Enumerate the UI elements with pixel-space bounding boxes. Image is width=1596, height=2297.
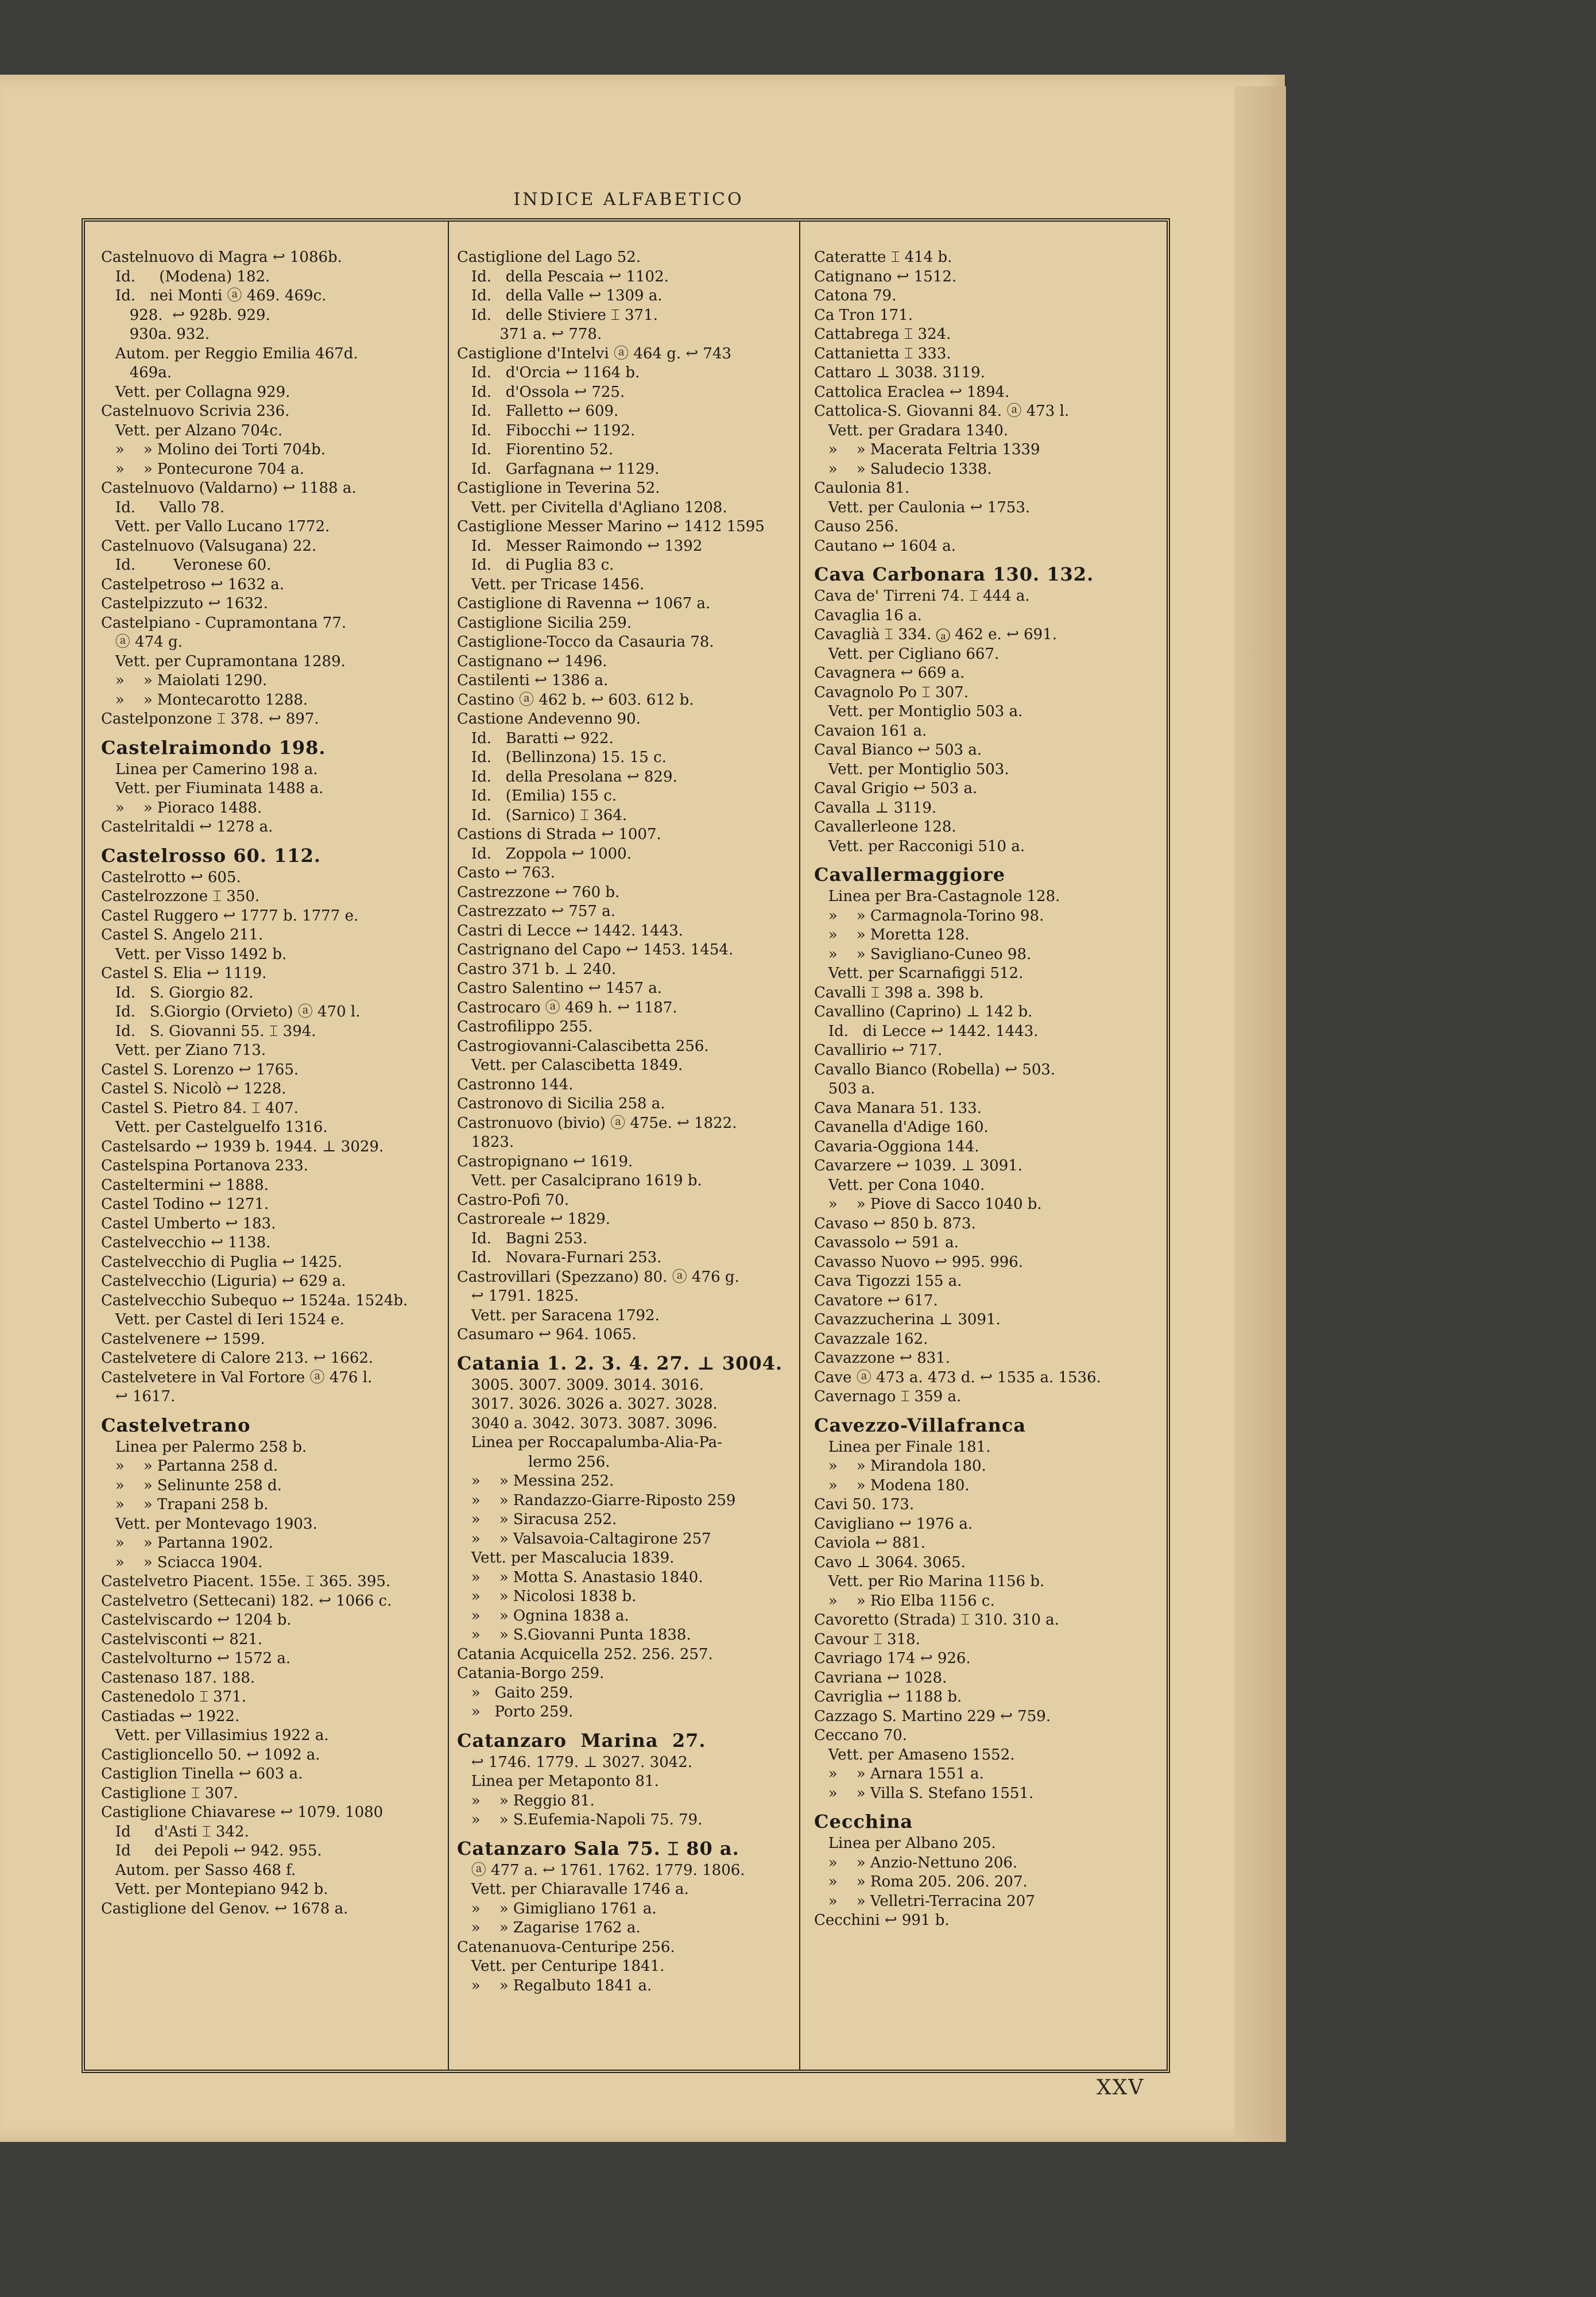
index-entry: Castelnuovo (Valsugana) 22. (101, 537, 317, 555)
index-entry: » » Gimigliano 1761 a. (457, 1900, 657, 1917)
index-entry: Id. (Modena) 182. (101, 268, 270, 285)
index-entry: Castelnuovo (Valdarno) ↩ 1188 a. (101, 479, 357, 497)
index-entry: Castelnuovo di Magra ↩ 1086b. (101, 249, 342, 266)
index-entry: Castiglione Sicilia 259. (457, 614, 632, 632)
index-entry: Vett. per Fiuminata 1488 a. (101, 780, 324, 797)
index-entry: » » Rio Elba 1156 c. (814, 1592, 995, 1610)
index-entry: 1823. (457, 1134, 514, 1151)
index-entry: Castelpiano - Cupramontana 77. (101, 614, 347, 632)
index-entry: Castelvecchio (Liguria) ↩ 629 a. (101, 1273, 346, 1290)
index-entry: Vett. per Centuripe 1841. (457, 1958, 665, 1975)
column-divider (799, 221, 800, 2070)
index-entry: Castronovo di Sicilia 258 a. (457, 1095, 665, 1112)
index-entry: Castiglion Tinella ↩ 603 a. (101, 1765, 303, 1782)
index-entry: ⓐ 477 a. ↩ 1761. 1762. 1779. 1806. (457, 1861, 745, 1879)
index-entry: Vett. per Caulonia ↩ 1753. (814, 498, 1031, 516)
index-entry: Castel S. Elia ↩ 1119. (101, 965, 267, 982)
index-entry: Cavazzone ↩ 831. (814, 1349, 950, 1367)
index-entry: Id. d'Orcia ↩ 1164 b. (457, 364, 640, 381)
index-entry: Castiglione ⌶ 307. (101, 1784, 238, 1802)
index-entry: Castelvisconti ↩ 821. (101, 1630, 263, 1648)
index-entry: Castiglione del Lago 52. (457, 249, 641, 266)
index-entry: » » Selinunte 258 d. (101, 1476, 282, 1494)
index-entry: Vett. per Calascibetta 1849. (457, 1057, 683, 1074)
index-entry: Id dei Pepoli ↩ 942. 955. (101, 1842, 322, 1859)
index-entry: Cavallo Bianco (Robella) ↩ 503. (814, 1061, 1056, 1078)
index-entry: Vett. per Mascalucia 1839. (457, 1549, 675, 1567)
index-entry: Catania Acquicella 252. 256. 257. (457, 1645, 713, 1663)
index-entry: Castrofilippo 255. (457, 1018, 593, 1035)
index-entry: Vett. per Gradara 1340. (814, 421, 1009, 439)
index-entry: Id. S. Giorgio 82. (101, 984, 254, 1001)
index-heading: Catanzaro Sala 75. ⌶ 80 a. (457, 1837, 739, 1859)
index-heading: Castelvetrano (101, 1414, 251, 1436)
index-entry: Cavalla ⊥ 3119. (814, 799, 937, 817)
index-entry: Casumaro ↩ 964. 1065. (457, 1326, 637, 1343)
index-entry: Vett. per Ziano 713. (101, 1042, 266, 1059)
index-entry: » » Maiolati 1290. (101, 672, 268, 689)
index-entry: Castiglione di Ravenna ↩ 1067 a. (457, 595, 711, 612)
index-entry: Id. della Presolana ↩ 829. (457, 768, 677, 786)
index-entry: » » Partanna 258 d. (101, 1457, 278, 1475)
index-heading: Cava Carbonara 130. 132. (814, 563, 1094, 585)
index-entry: ↩ 1791. 1825. (457, 1287, 579, 1305)
index-entry: » » Roma 205. 206. 207. (814, 1873, 1028, 1890)
index-entry: » » Montecarotto 1288. (101, 691, 308, 709)
index-entry: Cavassolo ↩ 591 a. (814, 1234, 959, 1251)
index-entry: Castelviscardo ↩ 1204 b. (101, 1611, 292, 1629)
index-entry: » » Villa S. Stefano 1551. (814, 1784, 1034, 1802)
index-entry: Cavaso ↩ 850 b. 873. (814, 1215, 976, 1232)
index-entry: Cavoretto (Strada) ⌶ 310. 310 a. (814, 1611, 1059, 1629)
index-entry: Castroreale ↩ 1829. (457, 1211, 611, 1228)
index-entry: Vett. per Casalciprano 1619 b. (457, 1172, 702, 1189)
index-entry: Cavaglia 16 a. (814, 606, 922, 624)
index-heading: Catanzaro Marina 27. (457, 1729, 706, 1751)
index-entry: Cave ⓐ 473 a. 473 d. ↩ 1535 a. 1536. (814, 1368, 1101, 1386)
index-entry: Castelrozzone ⌶ 350. (101, 888, 260, 905)
index-entry: » » Velletri-Terracina 207 (814, 1892, 1035, 1910)
index-entry: Cecchini ↩ 991 b. (814, 1912, 950, 1929)
index-entry: Castro Salentino ↩ 1457 a. (457, 980, 662, 997)
index-entry: Castelvolturno ↩ 1572 a. (101, 1650, 291, 1667)
index-entry: » » Mirandola 180. (814, 1457, 986, 1475)
index-entry: Vett. per Racconigi 510 a. (814, 837, 1025, 855)
index-heading: Cavezzo-Villafranca (814, 1414, 1026, 1436)
index-entry: Linea per Palermo 258 b. (101, 1438, 307, 1456)
index-entry: Caval Grigio ↩ 503 a. (814, 780, 978, 797)
index-entry: Cavaria-Oggiona 144. (814, 1138, 979, 1155)
index-entry: Castrovillari (Spezzano) 80. ⓐ 476 g. (457, 1268, 739, 1286)
index-entry: Cavagnera ↩ 669 a. (814, 664, 965, 682)
index-entry: » » Nicolosi 1838 b. (457, 1588, 637, 1605)
page-header: INDICE ALFABETICO (513, 190, 744, 210)
index-entry: 928. ↩ 928b. 929. (101, 306, 270, 324)
index-entry: Cavazzale 162. (814, 1330, 928, 1348)
index-entry: Castiglione del Genov. ↩ 1678 a. (101, 1900, 348, 1917)
index-entry: Cava Manara 51. 133. (814, 1099, 982, 1117)
index-entry: Id. Fibocchi ↩ 1192. (457, 421, 636, 439)
index-entry: Castel S. Pietro 84. ⌶ 407. (101, 1099, 299, 1117)
index-entry: Castelsardo ↩ 1939 b. 1944. ⊥ 3029. (101, 1138, 384, 1155)
index-entry: Id. delle Stiviere ⌶ 371. (457, 306, 658, 324)
index-entry: Cazzago S. Martino 229 ↩ 759. (814, 1707, 1051, 1725)
index-entry: » » Ognina 1838 a. (457, 1607, 629, 1625)
index-entry: Catona 79. (814, 287, 897, 304)
index-entry: Castelpetroso ↩ 1632 a. (101, 575, 284, 593)
index-entry: Castelnuovo Scrivia 236. (101, 403, 290, 420)
index-entry: Castions di Strada ↩ 1007. (457, 826, 661, 843)
index-entry: Id. Zoppola ↩ 1000. (457, 845, 632, 863)
index-entry: Id. Vallo 78. (101, 498, 225, 516)
index-entry: » » Siracusa 252. (457, 1511, 617, 1528)
index-entry: Cavallino (Caprino) ⊥ 142 b. (814, 1003, 1033, 1020)
index-entry: Cavriana ↩ 1028. (814, 1669, 947, 1687)
index-entry: » » Trapani 258 b. (101, 1496, 269, 1513)
index-entry: Vett. per Montepiano 942 b. (101, 1881, 328, 1898)
index-entry: Castiglione-Tocco da Casauria 78. (457, 633, 714, 651)
index-entry: Castel S. Lorenzo ↩ 1765. (101, 1061, 299, 1078)
index-entry: » » Moretta 128. (814, 926, 970, 943)
index-entry: Ceccano 70. (814, 1727, 907, 1744)
index-entry: Cavazzucherina ⊥ 3091. (814, 1311, 1001, 1328)
index-entry: Vett. per Cupramontana 1289. (101, 652, 346, 670)
index-entry: 930a. 932. (101, 326, 210, 343)
index-heading: Castelrosso 60. 112. (101, 844, 321, 867)
index-entry: » Gaito 259. (457, 1684, 574, 1702)
index-entry: 3040 a. 3042. 3073. 3087. 3096. (457, 1414, 718, 1432)
index-entry: Cavatore ↩ 617. (814, 1291, 938, 1309)
index-heading: Catania 1. 2. 3. 4. 27. ⊥ 3004. (457, 1352, 783, 1374)
index-entry: Cavour ⌶ 318. (814, 1630, 920, 1648)
index-entry: » » Partanna 1902. (101, 1534, 273, 1552)
index-column-3 (814, 248, 1159, 1931)
index-entry: Causo 256. (814, 518, 899, 535)
index-entry: Catania-Borgo 259. (457, 1665, 605, 1682)
index-entry: Castrocaro ⓐ 469 h. ↩ 1187. (457, 999, 677, 1016)
index-entry: Casteltermini ↩ 1888. (101, 1176, 269, 1194)
index-entry: Castelvenere ↩ 1599. (101, 1330, 265, 1348)
index-entry: ↩ 1746. 1779. ⊥ 3027. 3042. (457, 1753, 693, 1771)
index-entry: Castiglione Chiavarese ↩ 1079. 1080 (101, 1804, 383, 1821)
index-entry: Cavalli ⌶ 398 a. 398 b. (814, 984, 984, 1001)
index-entry: Castro-Pofi 70. (457, 1191, 570, 1209)
index-entry: Vett. per Tricase 1456. (457, 575, 645, 593)
index-entry: Vett. per Cona 1040. (814, 1176, 985, 1194)
index-entry: Linea per Albano 205. (814, 1835, 996, 1852)
index-entry: Castiglione in Teverina 52. (457, 479, 660, 497)
index-entry: Castropignano ↩ 1619. (457, 1153, 633, 1170)
index-entry: Cavallirio ↩ 717. (814, 1042, 943, 1059)
index-entry: Vett. per Villasimius 1922 a. (101, 1727, 329, 1744)
index-entry: Castilenti ↩ 1386 a. (457, 672, 609, 689)
index-entry: Vett. per Scarnafiggi 512. (814, 965, 1024, 982)
index-entry: Castiglione Messer Marino ↩ 1412 1595 (457, 518, 765, 535)
index-entry: Cavo ⊥ 3064. 3065. (814, 1553, 966, 1571)
index-entry: » » S.Eufemia-Napoli 75. 79. (457, 1811, 703, 1828)
index-entry: lermo 256. (457, 1453, 610, 1471)
index-entry: Vett. per Collagna 929. (101, 383, 290, 401)
index-entry: Id d'Asti ⌶ 342. (101, 1823, 249, 1840)
index-entry: Castrignano del Capo ↩ 1453. 1454. (457, 941, 734, 958)
index-entry: Id. nei Monti ⓐ 469. 469c. (101, 287, 327, 304)
index-entry: Id. (Bellinzona) 15. 15 c. (457, 749, 667, 766)
index-entry: Id. (Emilia) 155 c. (457, 787, 617, 805)
index-entry: » » Zagarise 1762 a. (457, 1919, 641, 1936)
index-entry: Cavallerleone 128. (814, 818, 956, 836)
index-entry: » » Macerata Feltria 1339 (814, 441, 1040, 458)
index-entry: Castelvetere di Calore 213. ↩ 1662. (101, 1349, 374, 1367)
index-entry: Id. Baratti ↩ 922. (457, 729, 614, 747)
index-entry: Cattanietta ⌶ 333. (814, 345, 951, 362)
index-entry: » » Motta S. Anastasio 1840. (457, 1568, 703, 1586)
index-entry: Vett. per Montevago 1903. (101, 1515, 317, 1533)
index-entry: Castelvecchio ↩ 1138. (101, 1234, 271, 1251)
index-entry: » » Valsavoia-Caltagirone 257 (457, 1530, 711, 1548)
index-entry: » » Messina 252. (457, 1472, 614, 1490)
index-column-2 (457, 248, 793, 1996)
index-entry: ↩ 1617. (101, 1388, 176, 1405)
index-entry: 371 a. ↩ 778. (457, 326, 602, 343)
page-number: XXV (1097, 2076, 1145, 2099)
column-divider (448, 221, 449, 2070)
index-entry: Catignano ↩ 1512. (814, 268, 957, 285)
index-entry: » » S.Giovanni Punta 1838. (457, 1626, 691, 1644)
index-entry: Id. della Valle ↩ 1309 a. (457, 287, 663, 304)
index-entry: Vett. per Montiglio 503 a. (814, 703, 1023, 720)
index-entry: Castronuovo (bivio) ⓐ 475e. ↩ 1822. (457, 1114, 737, 1132)
index-entry: » » Arnara 1551 a. (814, 1765, 984, 1782)
index-entry: Id. della Pescaia ↩ 1102. (457, 268, 669, 285)
index-entry: Castronno 144. (457, 1076, 574, 1093)
index-entry: 3017. 3026. 3026 a. 3027. 3028. (457, 1395, 718, 1413)
index-entry: Castiglioncello 50. ↩ 1092 a. (101, 1746, 320, 1764)
index-entry: Castelvetere in Val Fortore ⓐ 476 l. (101, 1368, 373, 1386)
index-heading: Cecchina (814, 1811, 913, 1832)
index-entry: 469a. (101, 364, 172, 381)
index-entry: Cavagnolo Po ⌶ 307. (814, 683, 969, 701)
index-entry: Castenaso 187. 188. (101, 1669, 255, 1687)
index-entry: Cavasso Nuovo ↩ 995. 996. (814, 1253, 1024, 1271)
index-heading: Cavallermaggiore (814, 864, 1006, 885)
index-entry: Vett. per Chiaravalle 1746 a. (457, 1881, 689, 1898)
index-entry: Castelvetro (Settecani) 182. ↩ 1066 c. (101, 1592, 392, 1610)
index-entry: Linea per Roccapalumba-Alia-Pa- (457, 1434, 722, 1451)
index-entry: Castelrotto ↩ 605. (101, 868, 241, 886)
index-entry: Castelritaldi ↩ 1278 a. (101, 818, 273, 836)
index-entry: Vett. per Saracena 1792. (457, 1306, 660, 1324)
index-entry: Catenanuova-Centuripe 256. (457, 1938, 675, 1956)
index-entry: Cava de' Tirreni 74. ⌶ 444 a. (814, 587, 1030, 605)
page-edge (1234, 86, 1286, 2142)
index-entry: Id. Novara-Furnari 253. (457, 1249, 662, 1266)
index-entry: Id. Messer Raimondo ↩ 1392 (457, 537, 703, 555)
index-entry: 3005. 3007. 3009. 3014. 3016. (457, 1376, 704, 1394)
index-entry: Autom. per Reggio Emilia 467d. (101, 345, 358, 362)
index-entry: Linea per Camerino 198 a. (101, 760, 318, 778)
index-entry: Castro 371 b. ⊥ 240. (457, 960, 617, 978)
index-entry: Id. Falletto ↩ 609. (457, 403, 619, 420)
index-entry: Vett. per Alzano 704c. (101, 421, 283, 439)
index-entry: » » Carmagnola-Torino 98. (814, 907, 1044, 925)
index-entry: Castiglione d'Intelvi ⓐ 464 g. ↩ 743 (457, 345, 732, 362)
index-entry: Cattaro ⊥ 3038. 3119. (814, 364, 985, 381)
index-entry: » » Anzio-Nettuno 206. (814, 1854, 1018, 1871)
index-entry: Castelvecchio Subequo ↩ 1524a. 1524b. (101, 1291, 408, 1309)
index-entry: Cattolica Eraclea ↩ 1894. (814, 383, 1010, 401)
index-entry: Vett. per Castel di Ieri 1524 e. (101, 1311, 344, 1328)
index-heading: Castelraimondo 198. (101, 736, 326, 759)
index-entry: Castel Umberto ↩ 183. (101, 1215, 276, 1232)
index-entry: Cautano ↩ 1604 a. (814, 537, 956, 555)
index-entry: » » Saludecio 1338. (814, 460, 992, 478)
index-entry: » » Modena 180. (814, 1476, 970, 1494)
index-entry: Cattabrega ⌶ 324. (814, 326, 951, 343)
index-entry: Linea per Finale 181. (814, 1438, 991, 1456)
index-entry: Cavaglià ⌶ 334. ⓐ 462 e. ↩ 691. (814, 626, 1057, 643)
index-entry: Id. Fiorentino 52. (457, 441, 614, 458)
index-entry: Vett. per Castelguelfo 1316. (101, 1119, 328, 1136)
index-entry: » » Pontecurone 704 a. (101, 460, 305, 478)
index-entry: » » Reggio 81. (457, 1792, 595, 1809)
index-entry: Castiadas ↩ 1922. (101, 1707, 240, 1725)
index-entry: Castrezzato ↩ 757 a. (457, 903, 615, 920)
index-entry: Id. Bagni 253. (457, 1229, 588, 1247)
index-entry: Vett. per Vallo Lucano 1772. (101, 518, 330, 535)
index-entry: Cattolica-S. Giovanni 84. ⓐ 473 l. (814, 403, 1070, 420)
index-entry: Vett. per Civitella d'Agliano 1208. (457, 498, 727, 516)
index-entry: » » Pioraco 1488. (101, 799, 262, 817)
index-entry: Id. Garfagnana ↩ 1129. (457, 460, 660, 478)
index-entry: Castrogiovanni-Calascibetta 256. (457, 1037, 709, 1055)
index-column-1 (101, 248, 440, 1919)
index-entry: Caval Bianco ↩ 503 a. (814, 741, 982, 759)
index-entry: Id. di Puglia 83 c. (457, 556, 614, 574)
index-entry: Vett. per Amaseno 1552. (814, 1746, 1015, 1764)
index-entry: Cavriglia ↩ 1188 b. (814, 1688, 962, 1706)
index-entry: Cavigliano ↩ 1976 a. (814, 1515, 973, 1533)
index-entry: Caulonia 81. (814, 479, 910, 497)
index-entry: Castelvetro Piacent. 155e. ⌶ 365. 395. (101, 1573, 391, 1590)
index-entry: Castione Andevenno 90. (457, 710, 641, 728)
index-entry: Id. Veronese 60. (101, 556, 272, 574)
index-entry: Castelspina Portanova 233. (101, 1157, 308, 1174)
index-entry: Vett. per Rio Marina 1156 b. (814, 1573, 1045, 1590)
index-entry: Castenedolo ⌶ 371. (101, 1688, 246, 1706)
index-entry: » » Regalbuto 1841 a. (457, 1977, 652, 1994)
index-entry: Castino ⓐ 462 b. ↩ 603. 612 b. (457, 691, 694, 709)
index-entry: 503 a. (814, 1080, 876, 1097)
index-entry: » Porto 259. (457, 1703, 574, 1720)
index-entry: » » Molino dei Torti 704b. (101, 441, 326, 458)
index-entry: Id. d'Ossola ↩ 725. (457, 383, 625, 401)
index-entry: ⓐ 474 g. (101, 633, 183, 651)
index-entry: Castel S. Nicolò ↩ 1228. (101, 1080, 286, 1097)
index-entry: Cavi 50. 173. (814, 1496, 915, 1513)
index-entry: Cavernago ⌶ 359 a. (814, 1388, 962, 1405)
index-entry: Castel S. Angelo 211. (101, 926, 264, 943)
index-entry: Id. S. Giovanni 55. ⌶ 394. (101, 1022, 316, 1040)
index-entry: Castrezzone ↩ 760 b. (457, 883, 620, 901)
index-entry: Vett. per Montiglio 503. (814, 760, 1009, 778)
index-entry: Castelponzone ⌶ 378. ↩ 897. (101, 710, 319, 728)
index-entry: Caviola ↩ 881. (814, 1534, 926, 1552)
index-entry: » » Savigliano-Cuneo 98. (814, 945, 1032, 963)
index-entry: Ca Tron 171. (814, 306, 913, 324)
index-entry: Id. di Lecce ↩ 1442. 1443. (814, 1022, 1039, 1040)
index-entry: Cavarzere ↩ 1039. ⊥ 3091. (814, 1157, 1023, 1174)
index-entry: Linea per Metaponto 81. (457, 1773, 659, 1790)
index-entry: Vett. per Visso 1492 b. (101, 945, 287, 963)
index-entry: Castelpizzuto ↩ 1632. (101, 595, 268, 612)
index-entry: Cateratte ⌶ 414 b. (814, 249, 952, 266)
index-entry: Cavaion 161 a. (814, 722, 927, 740)
index-entry: Castignano ↩ 1496. (457, 652, 607, 670)
index-entry: Castel Todino ↩ 1271. (101, 1196, 269, 1213)
index-entry: Vett. per Cigliano 667. (814, 645, 1000, 663)
index-entry: Autom. per Sasso 468 f. (101, 1861, 296, 1879)
index-entry: Castelvecchio di Puglia ↩ 1425. (101, 1253, 343, 1271)
index-entry: Cavriago 174 ↩ 926. (814, 1650, 971, 1667)
index-entry: Cavanella d'Adige 160. (814, 1119, 989, 1136)
index-entry: Casto ↩ 763. (457, 864, 556, 881)
index-entry: » » Randazzo-Giarre-Riposto 259 (457, 1491, 736, 1509)
index-entry: Id. S.Giorgio (Orvieto) ⓐ 470 l. (101, 1003, 361, 1020)
index-entry: Castel Ruggero ↩ 1777 b. 1777 e. (101, 907, 359, 925)
index-entry: » » Sciacca 1904. (101, 1553, 263, 1571)
index-entry: » » Piove di Sacco 1040 b. (814, 1196, 1042, 1213)
index-entry: Castri di Lecce ↩ 1442. 1443. (457, 922, 684, 939)
index-entry: Id. (Sarnico) ⌶ 364. (457, 806, 627, 824)
index-entry: Cava Tigozzi 155 a. (814, 1273, 962, 1290)
index-entry: Linea per Bra-Castagnole 128. (814, 888, 1060, 905)
